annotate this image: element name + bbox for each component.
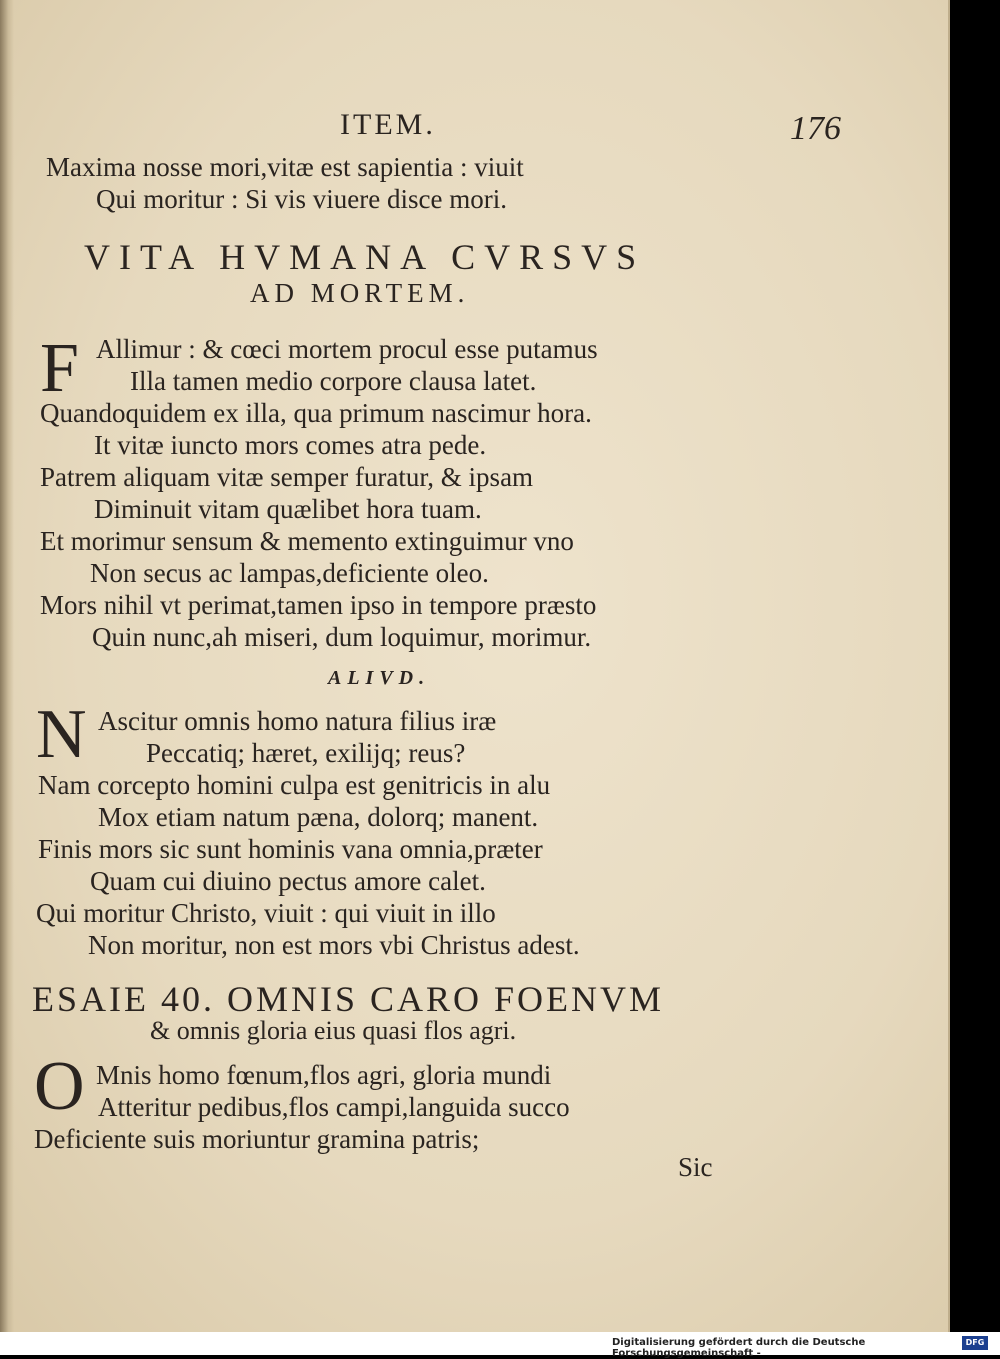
catchword: Sic — [678, 1152, 713, 1182]
verse-line: Et morimur sensum & memento extinguimur vno — [40, 526, 574, 556]
verse-line: Non moritur, non est mors vbi Christus adest. — [88, 930, 580, 960]
verse-line: Quin nunc,ah miseri, dum loquimur, morimur. — [92, 622, 592, 652]
verse-line: Peccatiq; hæret, exilijq; reus? — [146, 738, 466, 768]
page-number: 176 — [790, 110, 841, 147]
page-gutter — [0, 0, 14, 1332]
verse-line: It vitæ iuncto mors comes atra pede. — [94, 430, 487, 460]
funding-credit: Digitalisierung gefördert durch die Deutsche Forschungsgemeinschaft - — [612, 1337, 866, 1359]
dfg-logo-icon: DFG — [962, 1336, 988, 1350]
verse-line: Qui moritur Christo, viuit : qui viuit in illo — [36, 898, 496, 928]
verse-line: Ascitur omnis homo natura filius iræ — [98, 706, 497, 736]
section-subtitle: & omnis gloria eius quasi flos agri. — [150, 1016, 517, 1045]
verse-line: Quam cui diuino pectus amore calet. — [90, 866, 486, 896]
drop-initial: N — [36, 696, 87, 773]
verse-line: Quandoquidem ex illa, qua primum nascimur hora. — [40, 398, 592, 428]
section-title: ALIVD. — [328, 667, 431, 689]
verse-line: Maxima nosse mori,vitæ est sapientia : viuit — [46, 152, 524, 182]
verse-line: Qui moritur : Si vis viuere disce mori. — [96, 184, 507, 214]
verse-line: Finis mors sic sunt hominis vana omnia,præter — [38, 834, 543, 864]
verse-line: Atteritur pedibus,flos campi,languida succo — [98, 1092, 570, 1122]
drop-initial: F — [40, 330, 79, 407]
verse-line: Diminuit vitam quælibet hora tuam. — [94, 494, 482, 524]
section-title: ESAIE 40. OMNIS CARO FOENVM — [32, 979, 665, 1019]
verse-line: Patrem aliquam vitæ semper furatur, & ipsam — [40, 462, 534, 492]
running-head: ITEM. — [340, 108, 436, 141]
verse-line: Nam corcepto homini culpa est genitricis in alu — [38, 770, 551, 800]
verse-line: Non secus ac lampas,deficiente oleo. — [90, 558, 489, 588]
verse-line: Mox etiam natum pæna, dolorq; manent. — [98, 802, 539, 832]
verse-line: Mors nihil vt perimat,tamen ipso in tempore præsto — [40, 590, 597, 620]
drop-initial: O — [34, 1048, 85, 1125]
digitization-footer — [0, 1332, 1000, 1359]
verse-line: Deficiente suis moriuntur gramina patris; — [34, 1124, 480, 1154]
section-title: VITA HVMANA CVRSVS — [84, 237, 646, 277]
verse-line: Mnis homo fœnum,flos agri, gloria mundi — [96, 1060, 552, 1090]
verse-line: Allimur : & cœci mortem procul esse putamus — [96, 334, 598, 364]
section-subtitle: AD MORTEM. — [250, 278, 470, 308]
verse-line: Illa tamen medio corpore clausa latet. — [130, 366, 537, 396]
